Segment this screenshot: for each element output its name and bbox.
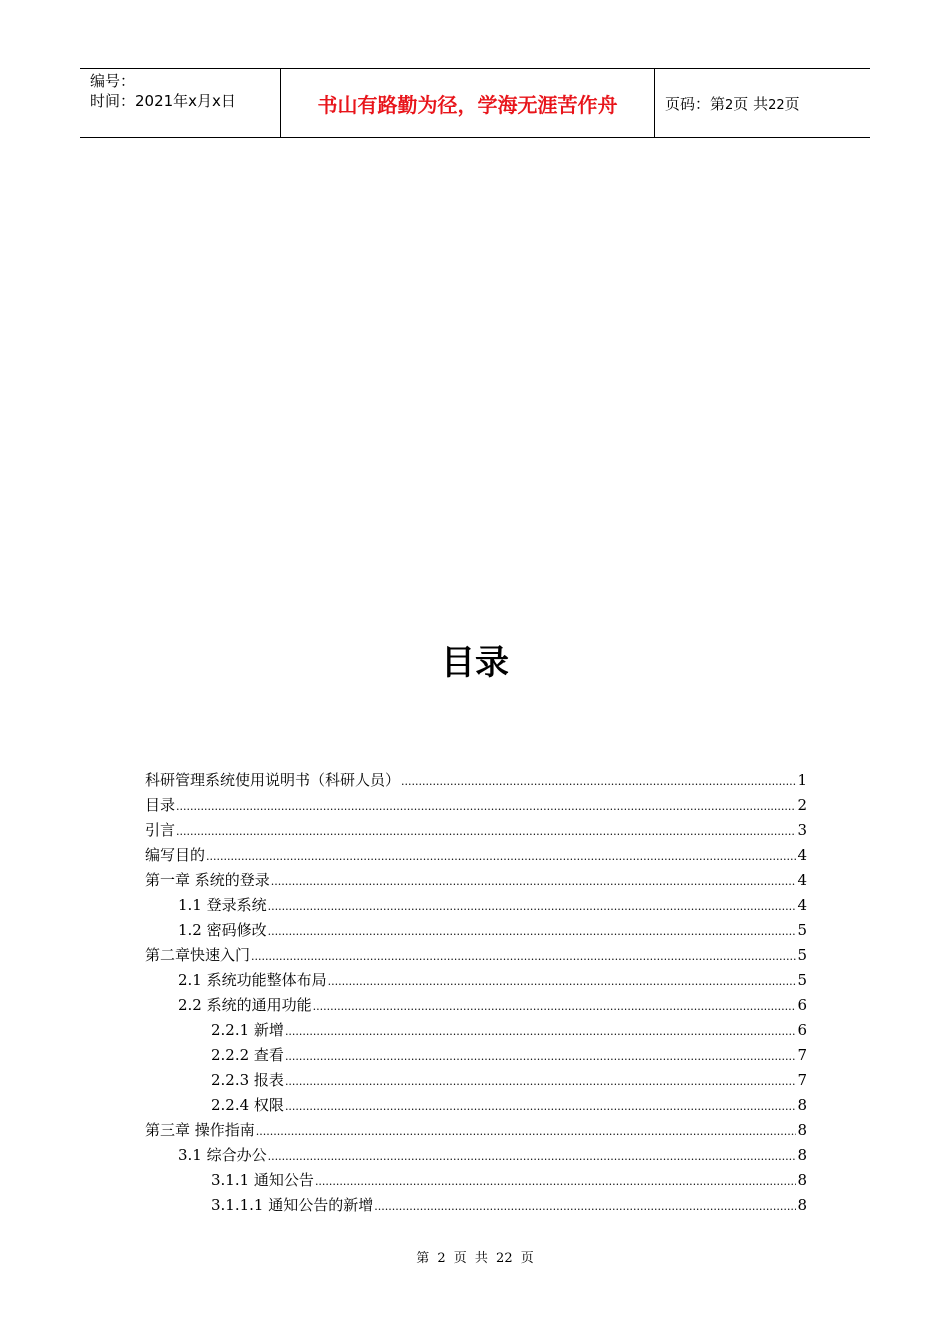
toc-dot-leader bbox=[176, 794, 796, 819]
toc-entry-page: 6 bbox=[797, 996, 807, 1014]
toc-dot-leader bbox=[285, 1044, 797, 1069]
toc-dot-leader bbox=[268, 1144, 797, 1169]
toc-dot-leader bbox=[313, 994, 797, 1019]
page-mid: 页 共 bbox=[733, 94, 769, 113]
toc-dot-leader bbox=[268, 894, 797, 919]
toc-entry-page: 1 bbox=[797, 771, 807, 789]
header-motto-cell bbox=[281, 69, 655, 137]
toc-entry-page: 5 bbox=[797, 921, 807, 939]
toc-entry-page: 5 bbox=[797, 946, 807, 964]
header-meta bbox=[80, 69, 281, 137]
toc-dot-leader bbox=[206, 844, 796, 869]
toc-entry-label: 2.1 系统功能整体布局 bbox=[178, 971, 327, 989]
toc-entry[interactable] bbox=[145, 1143, 807, 1168]
toc-entry-page: 8 bbox=[797, 1121, 807, 1139]
toc-entry-label: 目录 bbox=[145, 796, 176, 814]
toc-entry[interactable] bbox=[145, 918, 807, 943]
page-total: 22 bbox=[768, 97, 785, 113]
page-footer: 第 2 页 共 22 页 bbox=[416, 1251, 534, 1266]
page-suffix: 页 bbox=[784, 94, 800, 113]
table-of-contents bbox=[145, 768, 807, 1218]
toc-entry[interactable] bbox=[145, 1018, 807, 1043]
toc-dot-leader bbox=[285, 1069, 797, 1094]
toc-entry-label: 2.2.1 新增 bbox=[211, 1021, 284, 1039]
toc-dot-leader bbox=[268, 919, 797, 944]
toc-dot-leader bbox=[271, 869, 797, 894]
toc-entry-page: 6 bbox=[797, 1021, 807, 1039]
page-current: 2 bbox=[725, 97, 734, 113]
toc-entry-page: 5 bbox=[797, 971, 807, 989]
toc-entry[interactable] bbox=[145, 793, 807, 818]
header-page-info bbox=[655, 69, 870, 137]
toc-dot-leader bbox=[285, 1019, 797, 1044]
document-time-label: 时间：2021年x月x日 bbox=[90, 92, 236, 110]
toc-entry[interactable] bbox=[145, 1043, 807, 1068]
toc-entry-page: 3 bbox=[797, 821, 807, 839]
toc-entry-label: 引言 bbox=[145, 821, 176, 839]
toc-title: 目录 bbox=[441, 643, 509, 683]
toc-entry-page: 2 bbox=[797, 796, 807, 814]
toc-entry-label: 编写目的 bbox=[145, 846, 206, 864]
toc-entry-label: 2.2 系统的通用功能 bbox=[178, 996, 312, 1014]
toc-entry[interactable] bbox=[145, 843, 807, 868]
toc-dot-leader bbox=[176, 819, 796, 844]
header-motto: 书山有路勤为径，学海无涯苦作舟 bbox=[317, 92, 618, 117]
toc-entry[interactable] bbox=[145, 893, 807, 918]
toc-entry-label: 1.1 登录系统 bbox=[178, 896, 267, 914]
toc-entry[interactable] bbox=[145, 1118, 807, 1143]
toc-entry[interactable] bbox=[145, 1168, 807, 1193]
toc-dot-leader bbox=[315, 1169, 797, 1194]
toc-entry-label: 1.2 密码修改 bbox=[178, 921, 267, 939]
toc-entry[interactable] bbox=[145, 1193, 807, 1218]
toc-entry-page: 7 bbox=[797, 1046, 807, 1064]
toc-entry-page: 4 bbox=[797, 871, 807, 889]
document-number-label: 编号： bbox=[90, 72, 136, 90]
toc-entry-label: 3.1 综合办公 bbox=[178, 1146, 267, 1164]
toc-entry-label: 2.2.2 查看 bbox=[211, 1046, 284, 1064]
toc-entry-label: 科研管理系统使用说明书（科研人员） bbox=[145, 771, 401, 789]
toc-entry[interactable] bbox=[145, 868, 807, 893]
toc-entry-label: 2.2.3 报表 bbox=[211, 1071, 284, 1089]
page-header bbox=[80, 68, 870, 138]
toc-entry-page: 4 bbox=[797, 896, 807, 914]
toc-dot-leader bbox=[285, 1094, 797, 1119]
toc-entry-label: 3.1.1 通知公告 bbox=[211, 1171, 314, 1189]
toc-entry[interactable] bbox=[145, 1068, 807, 1093]
toc-entry[interactable] bbox=[145, 768, 807, 793]
toc-entry-label: 第一章 系统的登录 bbox=[145, 871, 270, 889]
toc-entry-page: 7 bbox=[797, 1071, 807, 1089]
page-prefix: 页码：第 bbox=[665, 94, 726, 113]
toc-entry[interactable] bbox=[145, 943, 807, 968]
toc-entry[interactable] bbox=[145, 968, 807, 993]
toc-dot-leader bbox=[374, 1194, 796, 1219]
toc-dot-leader bbox=[401, 769, 796, 794]
toc-entry[interactable] bbox=[145, 993, 807, 1018]
toc-entry-page: 8 bbox=[797, 1196, 807, 1214]
toc-entry-page: 8 bbox=[797, 1146, 807, 1164]
toc-entry-page: 8 bbox=[797, 1171, 807, 1189]
toc-entry[interactable] bbox=[145, 1093, 807, 1118]
toc-entry-label: 第三章 操作指南 bbox=[145, 1121, 255, 1139]
toc-dot-leader bbox=[328, 969, 797, 994]
toc-dot-leader bbox=[251, 944, 796, 969]
toc-entry-label: 2.2.4 权限 bbox=[211, 1096, 284, 1114]
toc-dot-leader bbox=[256, 1119, 797, 1144]
toc-entry-page: 8 bbox=[797, 1096, 807, 1114]
toc-entry-label: 3.1.1.1 通知公告的新增 bbox=[211, 1196, 374, 1214]
toc-entry-label: 第二章快速入门 bbox=[145, 946, 251, 964]
toc-entry-page: 4 bbox=[797, 846, 807, 864]
toc-entry[interactable] bbox=[145, 818, 807, 843]
